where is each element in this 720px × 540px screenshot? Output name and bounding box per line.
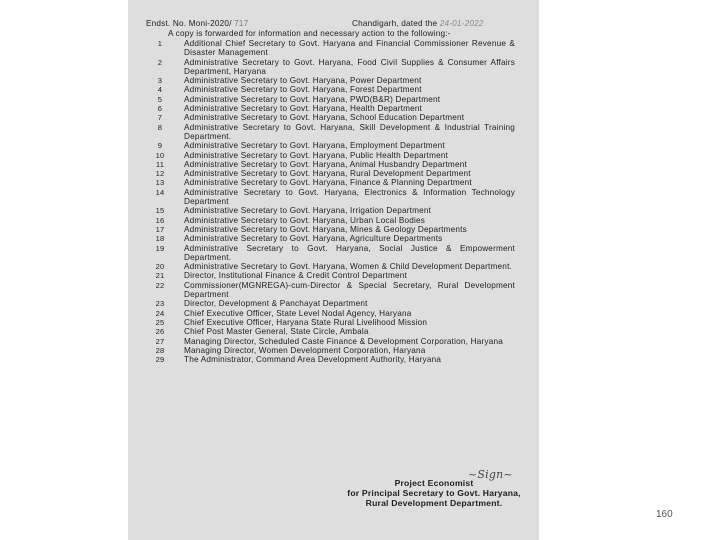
recipient-item: [150, 188, 515, 207]
intro-text: A copy is forwarded for information and necessary action to the following:-: [168, 29, 451, 38]
recipient-number: 17: [155, 224, 165, 234]
designation: Project Economist: [394, 478, 474, 488]
recipient-text: Administrative Secretary to Govt. Haryana, Irrigation Department: [184, 206, 432, 216]
recipient-item: [150, 318, 515, 327]
recipient-number: 28: [155, 345, 165, 355]
recipient-number: 11: [155, 159, 165, 169]
recipient-item: [150, 206, 515, 215]
recipient-item: [150, 123, 515, 142]
recipient-text: Chief Executive Officer, State Level Nodal Agency, Haryana: [184, 308, 412, 318]
recipient-text: Chief Post Master General, State Circle, Ambala: [184, 327, 369, 337]
recipient-item: [150, 309, 515, 318]
recipient-item: [150, 85, 515, 94]
endorsement-label: Endst. No. Moni-2020/: [146, 19, 232, 28]
recipient-text: Administrative Secretary to Govt. Haryana, Mines & Geology Departments: [184, 224, 467, 234]
recipient-number: 24: [155, 308, 165, 318]
recipient-item: [150, 299, 515, 308]
recipient-item: [150, 225, 515, 234]
recipient-item: [150, 151, 515, 160]
recipient-number: 22: [155, 280, 165, 290]
recipient-text: Administrative Secretary to Govt. Haryana, Forest Department: [184, 85, 422, 95]
signature-line-2: Rural Development Department.: [365, 498, 503, 508]
recipient-item: [150, 281, 515, 300]
recipient-item: [150, 104, 515, 113]
date-value: 24-01-2022: [439, 19, 484, 28]
recipient-item: [150, 76, 515, 85]
recipient-number: 23: [155, 299, 165, 309]
recipient-item: [150, 346, 515, 355]
recipient-list: [150, 39, 515, 364]
recipient-text: Chief Executive Officer, Haryana State Rural Livelihood Mission: [184, 317, 428, 327]
recipient-number: 25: [155, 317, 165, 327]
recipient-text: Administrative Secretary to Govt. Haryana, PWD(B&R) Department: [184, 94, 441, 104]
recipient-text: Administrative Secretary to Govt. Haryana, Food Civil Supplies & Consumer Affairs Department, Haryana: [184, 57, 515, 76]
recipient-number: 26: [155, 327, 165, 337]
signature-scribble: ~Sign~: [468, 468, 513, 481]
endorsement-number: [146, 19, 248, 28]
recipient-text: Administrative Secretary to Govt. Haryana, Women & Child Development Department.: [184, 262, 513, 272]
document-page: [128, 0, 539, 540]
recipient-text: Administrative Secretary to Govt. Haryana, School Education Department: [184, 113, 465, 123]
recipient-number: 10: [155, 150, 165, 160]
recipient-item: [150, 95, 515, 104]
recipient-number: 4: [157, 85, 163, 95]
recipient-item: [150, 160, 515, 169]
recipient-text: Managing Director, Scheduled Caste Finance & Development Corporation, Haryana: [184, 336, 503, 346]
recipient-text: Administrative Secretary to Govt. Haryana, Public Health Department: [184, 150, 449, 160]
recipient-number: 13: [155, 178, 165, 188]
recipient-item: [150, 58, 515, 77]
recipient-item: [150, 244, 515, 263]
recipient-item: [150, 271, 515, 280]
recipient-text: Administrative Secretary to Govt. Haryana, Employment Department: [184, 141, 445, 151]
recipient-text: Administrative Secretary to Govt. Haryana, Rural Development Department: [184, 169, 471, 179]
recipient-number: 19: [155, 243, 165, 253]
recipient-text: Administrative Secretary to Govt. Haryana, Agriculture Departments: [184, 234, 443, 244]
recipient-number: 14: [155, 187, 165, 197]
recipient-number: 8: [157, 122, 163, 132]
place-label: Chandigarh, dated the: [352, 19, 438, 28]
recipient-number: 15: [155, 206, 165, 216]
recipient-text: Additional Chief Secretary to Govt. Haryana and Financial Commissioner Revenue & Disaster Management: [184, 39, 515, 58]
recipient-item: [150, 327, 515, 336]
recipient-item: [150, 262, 515, 271]
place-date: [352, 19, 484, 28]
recipient-item: [150, 113, 515, 122]
recipient-number: 6: [157, 104, 163, 114]
recipient-number: 2: [157, 57, 163, 67]
recipient-number: 29: [155, 355, 165, 365]
recipient-number: 3: [157, 76, 163, 86]
recipient-number: 27: [155, 336, 165, 346]
recipient-item: [150, 355, 515, 364]
recipient-number: 9: [157, 141, 163, 151]
recipient-text: Director, Institutional Finance & Credit Control Department: [184, 271, 407, 281]
recipient-text: Managing Director, Women Development Corporation, Haryana: [184, 345, 426, 355]
recipient-text: Administrative Secretary to Govt. Haryana, Skill Development & Industrial Training Department.: [184, 122, 515, 141]
recipient-number: 16: [155, 215, 165, 225]
recipient-number: 1: [157, 39, 163, 48]
recipient-text: Commissioner(MGNREGA)-cum-Director & Special Secretary, Rural Development Department: [184, 280, 515, 300]
signature-line-1: for Principal Secretary to Govt. Haryana,: [347, 488, 521, 498]
recipient-number: 12: [155, 169, 165, 179]
recipient-text: Administrative Secretary to Govt. Haryana, Urban Local Bodies: [184, 215, 426, 225]
recipient-text: Administrative Secretary to Govt. Haryana, Finance & Planning Department: [184, 178, 472, 188]
recipient-text: Administrative Secretary to Govt. Haryana, Animal Husbandry Department: [184, 159, 467, 169]
recipient-item: [150, 141, 515, 150]
recipient-text: Administrative Secretary to Govt. Haryana, Electronics & Information Technology Department: [184, 187, 515, 207]
recipient-text: Administrative Secretary to Govt. Haryana, Health Department: [184, 104, 423, 114]
recipient-item: [150, 234, 515, 243]
signature-block: [324, 478, 539, 508]
scanned-document: [128, 0, 539, 540]
recipient-item: [150, 178, 515, 187]
recipient-text: The Administrator, Command Area Development Authority, Haryana: [184, 355, 442, 365]
page-number: 160: [656, 509, 673, 520]
recipient-number: 20: [155, 262, 165, 272]
recipient-item: [150, 39, 515, 58]
recipient-text: Administrative Secretary to Govt. Haryana, Power Department: [184, 76, 422, 86]
recipient-number: 5: [157, 94, 163, 104]
recipient-number: 21: [155, 271, 165, 281]
recipient-number: 18: [155, 234, 165, 244]
recipient-text: Administrative Secretary to Govt. Haryana, Social Justice & Empowerment Department.: [184, 243, 515, 262]
endorsement-value: 717: [234, 19, 249, 28]
recipient-item: [150, 337, 515, 346]
recipient-number: 7: [157, 113, 163, 123]
recipient-item: [150, 169, 515, 178]
recipient-text: Director, Development & Panchayat Department: [184, 299, 368, 309]
recipient-item: [150, 216, 515, 225]
